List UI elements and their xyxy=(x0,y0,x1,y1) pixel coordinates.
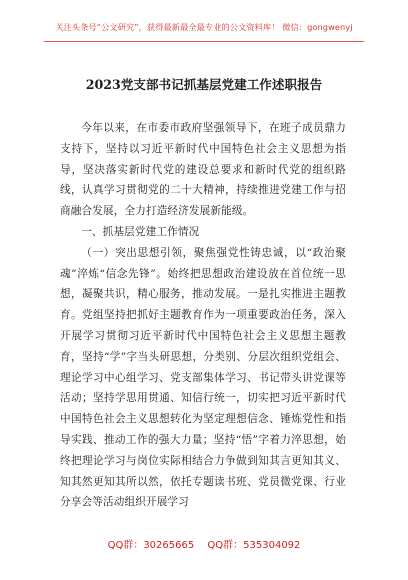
header-notice: 关注头条号“公文研究”，获得最新最全最专业的公文资料库！ 微信：gongwenyj xyxy=(55,22,353,32)
qq-group-1: QQ群：30265665 xyxy=(107,540,195,551)
qq-group-2: QQ群：535304092 xyxy=(207,540,301,551)
page-header xyxy=(0,0,408,58)
paragraph-intro: 今年以来，在市委市政府坚强领导下，在班子成员鼎力支持下，坚持以习近平新时代中国特色社会主义思想为指导，坚决落实新时代党的建设总要求和新时代党的组织路线，认真学习贯彻党的二十大精神，持续推进党建工作与招商融合发展，全力打造经济发展新能级。 xyxy=(60,122,346,218)
header-divider xyxy=(44,41,364,42)
document-body xyxy=(60,118,346,513)
section-heading: 一、抓基层党建工作情况 xyxy=(81,225,200,238)
paragraph-section-1: （一）突出思想引领，聚焦强党性铸忠诚，以“政治聚魂”淬炼“信念先锋”。始终把思想政治建设放在首位统一思想，凝聚共识，精心服务，推动发展。一是扎实推进主题教育。党组坚持把抓好主题教育作为一项重要政治任务，深入开展学习贯彻习近平新时代中国特色社会主义思想主题教育，坚持“学”字当头研思想，分类别、分层次组织党组会、理论学习中心组学习、党支部集体学习、书记带头讲党课等活动；坚持学思用贯通、知信行统一，切实把习近平新时代中国特色社会主义思想转化为坚定理想信念、锤炼党性和指导实践、推动工作的强大力量；坚持“悟”字着力淬思想，始终把理论学习与岗位实际相结合力争做到知其言更知其义、知其然更知其所以然，依托专题读书班、党员微党课、行业分享会等活动组织开展学习 xyxy=(60,246,346,509)
document-title: 2023党支部书记抓基层党建工作述职报告 xyxy=(85,77,323,92)
page-footer xyxy=(0,536,408,551)
